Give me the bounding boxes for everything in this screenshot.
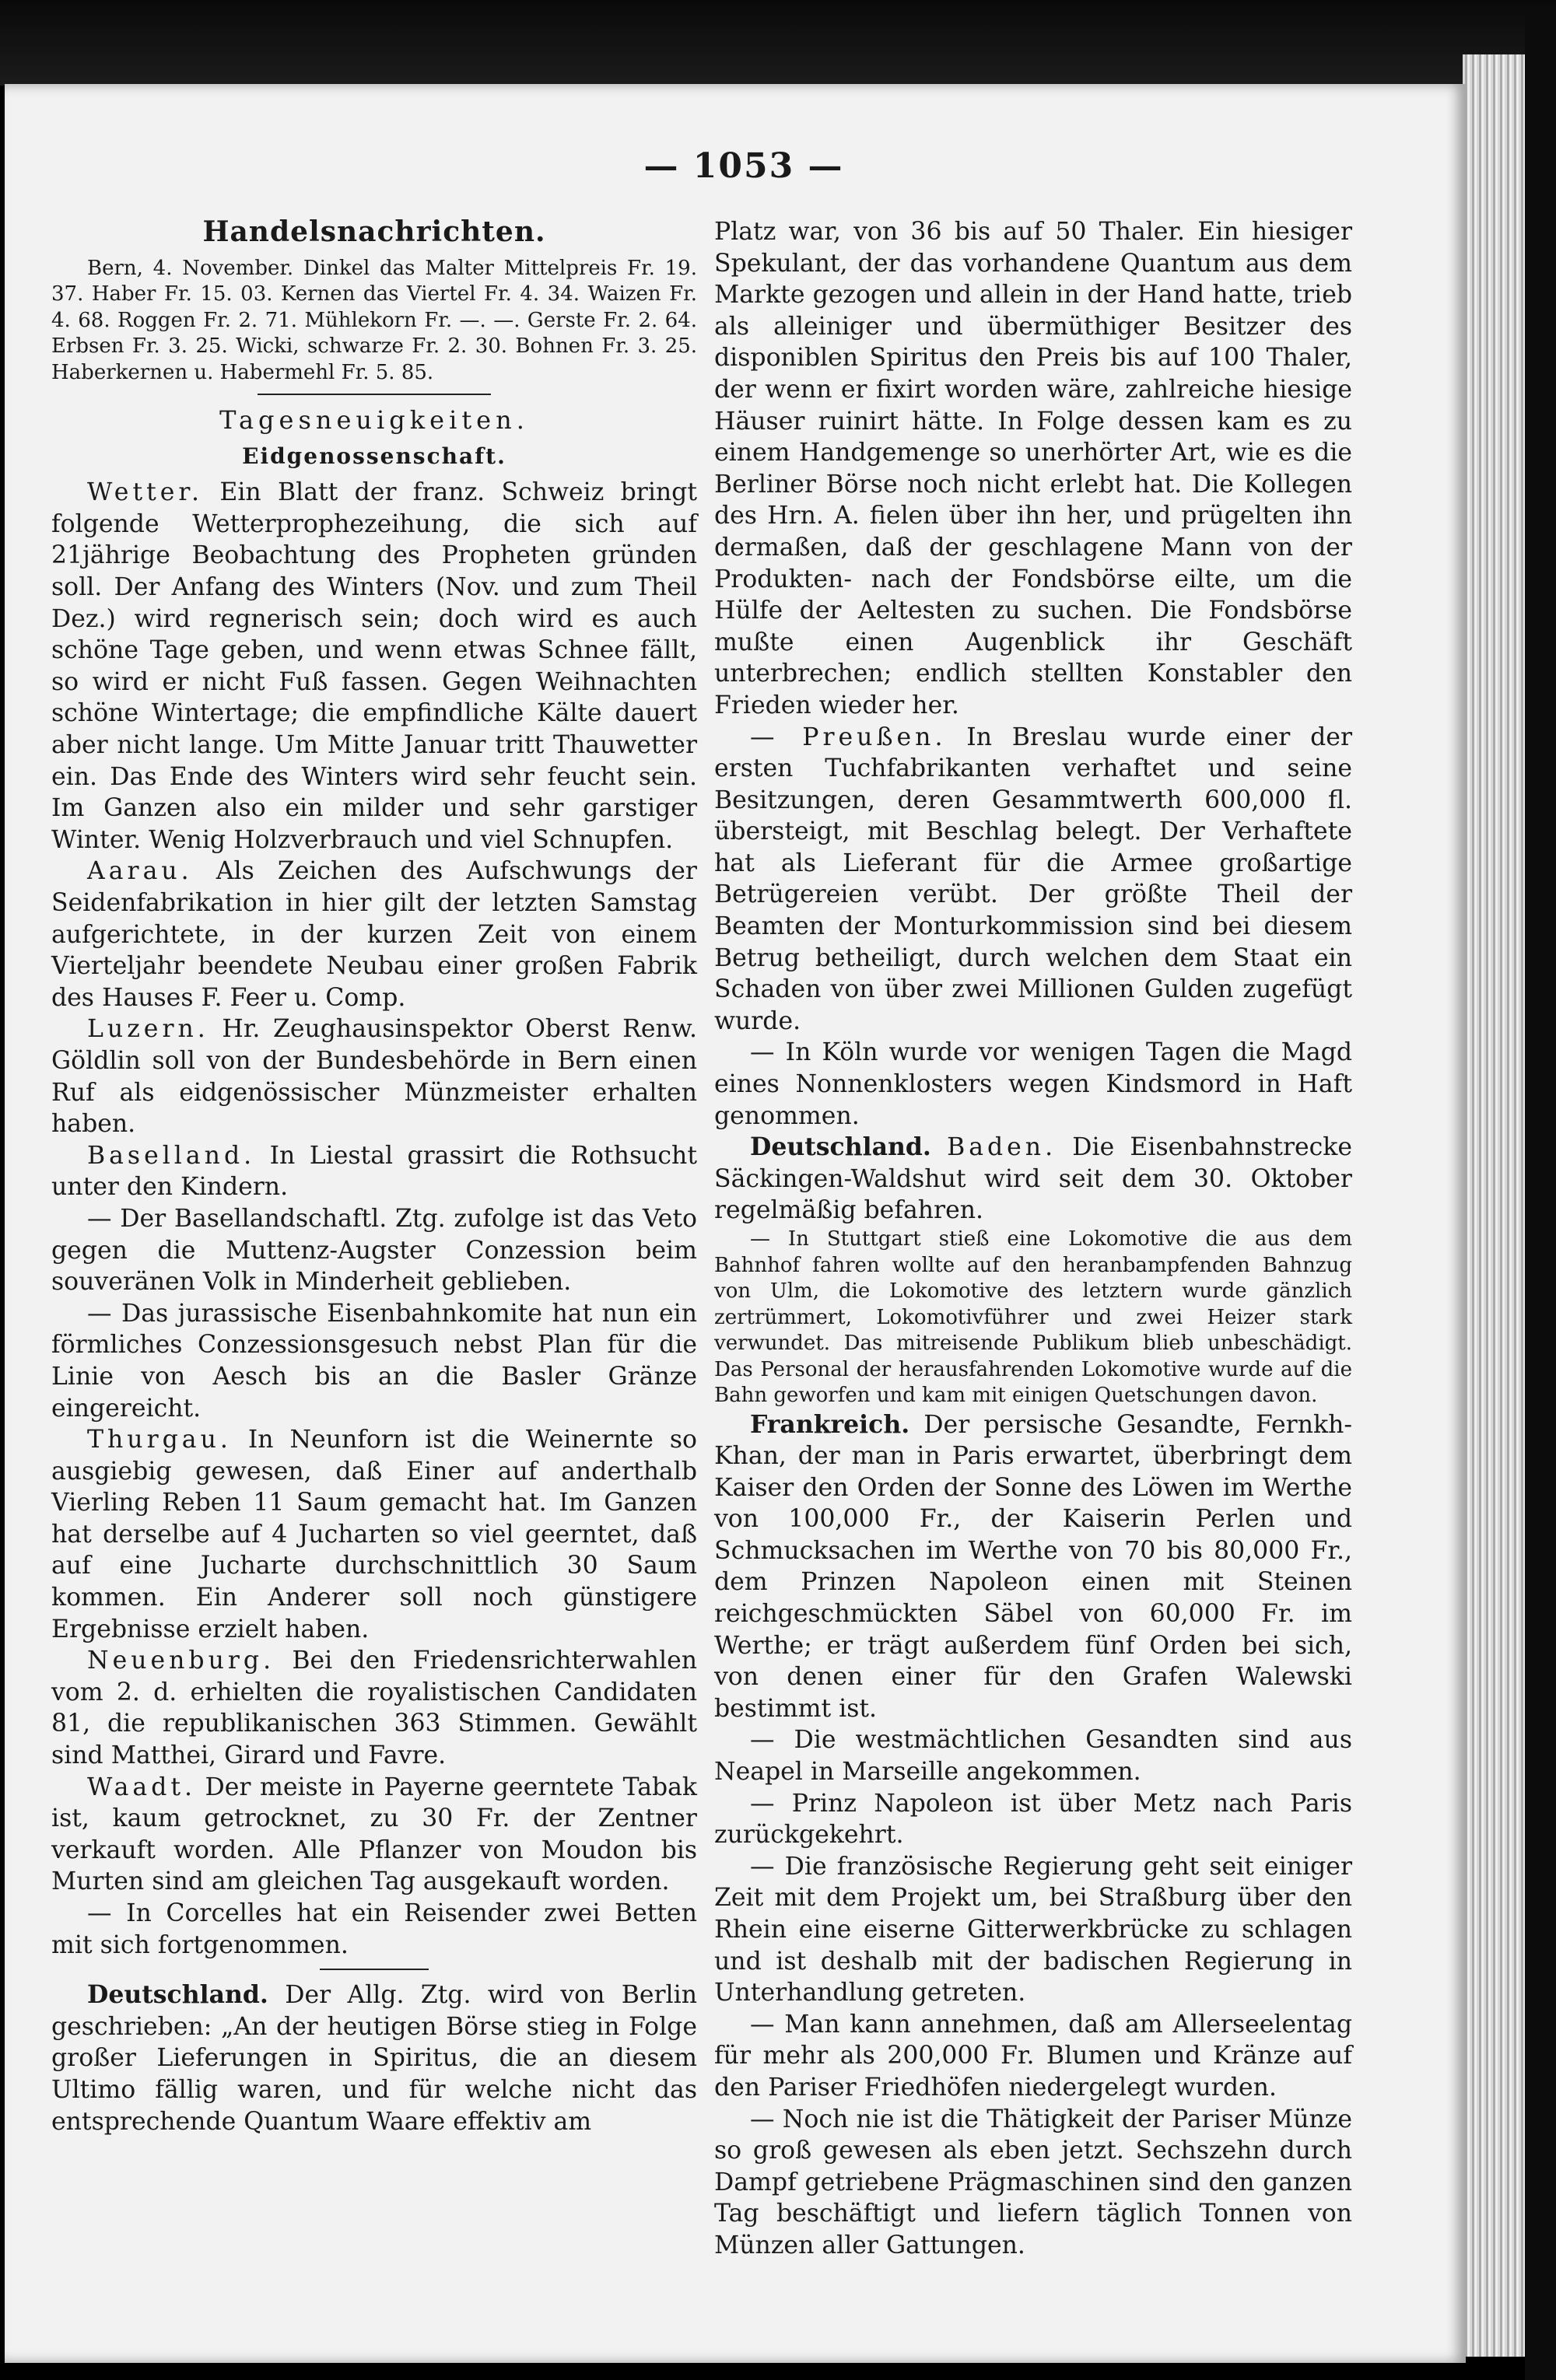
article-thurgau: Thurgau. In Neunforn ist die Weinernte so ausgiebig gewesen, daß Einer auf anderthalb Vierling Reben 11 Saum gemacht hat. Im Ganzen hat derselbe auf 4 Jucharten so viel geerntet, daß auf eine Jucharte durchschnittlich 30 Saum kommen. Ein Anderer soll noch günstigere Ergebnisse erzielt haben. xyxy=(51,1426,697,1643)
article-neuenburg: Neuenburg. Bei den Friedensrichterwahlen vom 2. d. erhielten die royalistischen Candidaten 81, die republikanischen 363 Stimmen. Gewählt sind Matthei, Girard und Favre. xyxy=(51,1647,698,1770)
article-allerseelen: — Man kann annehmen, daß am Allerseelentag für mehr als 200,000 Fr. Blumen und Kränze auf den Pariser Friedhöfen niedergelegt wurden. xyxy=(714,2010,1352,2102)
kw-neuenburg: Neuenburg. xyxy=(87,1647,275,1675)
article-stuttgart: — In Stuttgart stieß eine Lokomotive die aus dem Bahnhof fahren wollte auf den heranbampfenden Bahnzug von Ulm, die Lokomotive des letztern wurde gänzlich zertrümmert, Lokomotivführer und zwei Heizer stark verwundet. Das mitreisende Publikum blieb unbeschädigt. Das Personal der herausfahrenden Lokomotive wurde auf die Bahn geworfen und kam mit einigen Quetschungen davon. xyxy=(714,1227,1352,1407)
right-column xyxy=(714,216,1352,2262)
kw-thurgau: Thurgau. xyxy=(87,1426,232,1454)
left-column xyxy=(51,216,697,2137)
kw-luzern: Luzern. xyxy=(87,1015,209,1044)
kw-deutschland: Deutschland. xyxy=(87,1980,268,2010)
market-heading: Handelsnachrichten. xyxy=(202,215,546,248)
article-deutschland: Deutschland. Der Allg. Ztg. wird von Berlin geschrieben: „An der heutigen Börse stieg in Folge großer Lieferungen in Spiritus, die an diesem Ultimo fällig waren, und für welche nicht das entsprechende Quantum Waare effektiv am xyxy=(51,1980,697,2136)
article-napoleon: — Prinz Napoleon ist über Metz nach Paris zurückgekehrt. xyxy=(714,1789,1352,1850)
article-frankreich: Frankreich. Der persische Gesandte, Fernkh-Khan, der man in Paris erwartet, überbringt dem Kaiser den Orden der Sonne des Löwen im Werthe von 100,000 Fr., der Kaiserin Perlen und Schmucksachen im Werthe von 70 bis 80,000 Fr., dem Prinzen Napoleon einen mit Steinen reichgeschmückten Säbel von 60,000 Fr. im Werthe; er trägt außerdem fünf Orden bei sich, von denen einer für den Grafen Walewski bestimmt ist. xyxy=(714,1409,1352,1723)
news-heading: Tagesneuigkeiten. xyxy=(219,405,529,436)
article-waadt: Waadt. Der meiste in Payerne geerntete Tabak ist, kaum getrocknet, zu 30 Fr. der Zentner verkauft worden. Alle Pflanzer von Moudon bis Murten sind am gleichen Tag ausgekauft worden. xyxy=(51,1773,698,1896)
kw-waadt: Waadt. xyxy=(87,1773,197,1801)
article-baden: Deutschland. Baden. Die Eisenbahnstrecke Säckingen-Waldshut wird seit dem 30. Oktober regelmäßig befahren. xyxy=(714,1132,1353,1225)
article-baselland-railway: — Das jurassische Eisenbahnkomite hat nun ein förmliches Conzessionsgesuch nebst Plan für die Linie von Aesch bis an die Basler Gränze eingereicht. xyxy=(51,1299,697,1423)
section-divider xyxy=(320,1969,429,1970)
article-muenze: — Noch nie ist die Thätigkeit der Pariser Münze so groß gewesen als eben jetzt. Sechszehn durch Dampf getriebene Prägmaschinen sind den ganzen Tag beschäftigt und liefern täglich Tonnen von Münzen aller Gattungen. xyxy=(714,2105,1352,2259)
section-divider xyxy=(258,394,491,395)
article-bruecke: — Die französische Regierung geht seit einiger Zeit mit dem Projekt um, bei Straßburg über den Rhein eine eiserne Gitterwerkbrücke zu schlagen und ist deshalb mit der badischen Regierung in Unterhandlung getreten. xyxy=(714,1852,1352,2007)
article-gesandte: — Die westmächtlichen Gesandten sind aus Neapel in Marseille angekommen. xyxy=(714,1726,1352,1787)
kw-preussen: — Preußen. xyxy=(750,723,947,751)
kw-baden: Baden. xyxy=(947,1133,1057,1162)
kw-frankreich: Frankreich. xyxy=(750,1409,910,1439)
kw-wetter: Wetter. xyxy=(87,478,204,507)
article-wetter: Wetter. Ein Blatt der franz. Schweiz bringt folgende Wetterprophezeihung, die sich auf 21jährige Beobachtung des Propheten gründen soll. Der Anfang des Winters (Nov. und zum Theil Dez.) wird regnerisch sein; doch wird es auch schöne Tage geben, und wenn etwas Schnee fällt, so wird er nicht Fuß fassen. Gegen Weihnachten schöne Wintertage; die empfindliche Kälte dauert aber nicht lange. Um Mitte Januar tritt Thauwetter ein. Das Ende des Winters wird sehr feucht sein. Im Ganzen also ein milder und sehr garstiger Winter. Wenig Holzverbrauch und viel Schnupfen. xyxy=(51,478,698,854)
article-koeln: — In Köln wurde vor wenigen Tagen die Magd eines Nonnenklosters wegen Kindsmord in Haft genommen. xyxy=(714,1038,1352,1130)
kw-deutschland-2: Deutschland. xyxy=(750,1132,931,1162)
article-corcelles: — In Corcelles hat ein Reisender zwei Betten mit sich fortgenommen. xyxy=(51,1899,697,1959)
page-number: — 1053 — xyxy=(643,146,844,186)
scan-background xyxy=(0,0,1556,86)
article-baselland-veto: — Der Basellandschaftl. Ztg. zufolge ist das Veto gegen die Muttenz-Augster Conzession beim souveränen Volk in Minderheit geblieben. xyxy=(51,1204,697,1297)
article-preussen: — Preußen. In Breslau wurde einer der ersten Tuchfabrikanten verhaftet und seine Besitzungen, deren Gesammtwerth 600,000 fl. übersteigt, mit Beschlag belegt. Der Verhaftete hat als Lieferant für die Armee großartige Betrügereien verübt. Der größte Theil der Beamten der Monturkommission sind bei diesem Betrug betheiligt, durch welchen dem Staat ein Schaden von über zwei Millionen Gulden zugefügt wurde. xyxy=(714,723,1352,1035)
market-report: Bern, 4. November. Dinkel das Malter Mittelpreis Fr. 19. 37. Haber Fr. 15. 03. Kernen das Viertel Fr. 4. 34. Waizen Fr. 4. 68. Roggen Fr. 2. 71. Mühlekorn Fr. —. —. Gerste Fr. 2. 64. Erbsen Fr. 3. 25. Wicki, schwarze Fr. 2. 30. Bohnen Fr. 3. 25. Haberkernen u. Habermehl Fr. 5. 85. xyxy=(51,256,697,384)
article-berlin-continued: Platz war, von 36 bis auf 50 Thaler. Ein hiesiger Spekulant, der das vorhandene Quantum aus dem Markte gezogen und allein in der Hand hatte, trieb als alleiniger und übermüthiger Besitzer des disponiblen Spiritus den Preis bis auf 100 Thaler, der wenn er fixirt worden wäre, zahlreiche hiesige Häuser ruinirt hätte. In Folge dessen kam es zu einem Handgemenge so unerhörter Art, wie es die Berliner Börse noch nicht erlebt hat. Die Kollegen des Hrn. A. fielen über ihn her, und prügelten ihn dermaßen, daß der geschlagene Mann von der Produkten- nach der Fondsbörse eilte, um die Hülfe der Aeltesten zu suchen. Die Fondsbörse mußte einen Augenblick ihr Geschäft unterbrechen; endlich stellten Konstabler den Frieden wieder her. xyxy=(714,218,1352,719)
article-aarau: Aarau. Als Zeichen des Aufschwungs der Seidenfabrikation in hier gilt der letzten Samstag aufgerichtete, in der kurzen Zeit von einem Vierteljahr beendete Neubau einer großen Fabrik des Hauses F. Feer u. Comp. xyxy=(51,857,697,1012)
kw-baselland: Baselland. xyxy=(87,1141,256,1170)
kw-aarau: Aarau. xyxy=(87,857,193,886)
article-luzern: Luzern. Hr. Zeughausinspektor Oberst Renw. Göldlin soll von der Bundesbehörde in Bern einen Ruf als eidgenössischer Münzmeister erhalten haben. xyxy=(51,1015,697,1139)
article-baselland: Baselland. In Liestal grassirt die Rothsucht unter den Kindern. xyxy=(51,1141,697,1202)
newspaper-page xyxy=(5,84,1466,2363)
book-page-edges xyxy=(1463,54,1525,2357)
book-binding xyxy=(1525,16,1556,2380)
federal-subheading: Eidgenossenschaft. xyxy=(242,443,506,469)
